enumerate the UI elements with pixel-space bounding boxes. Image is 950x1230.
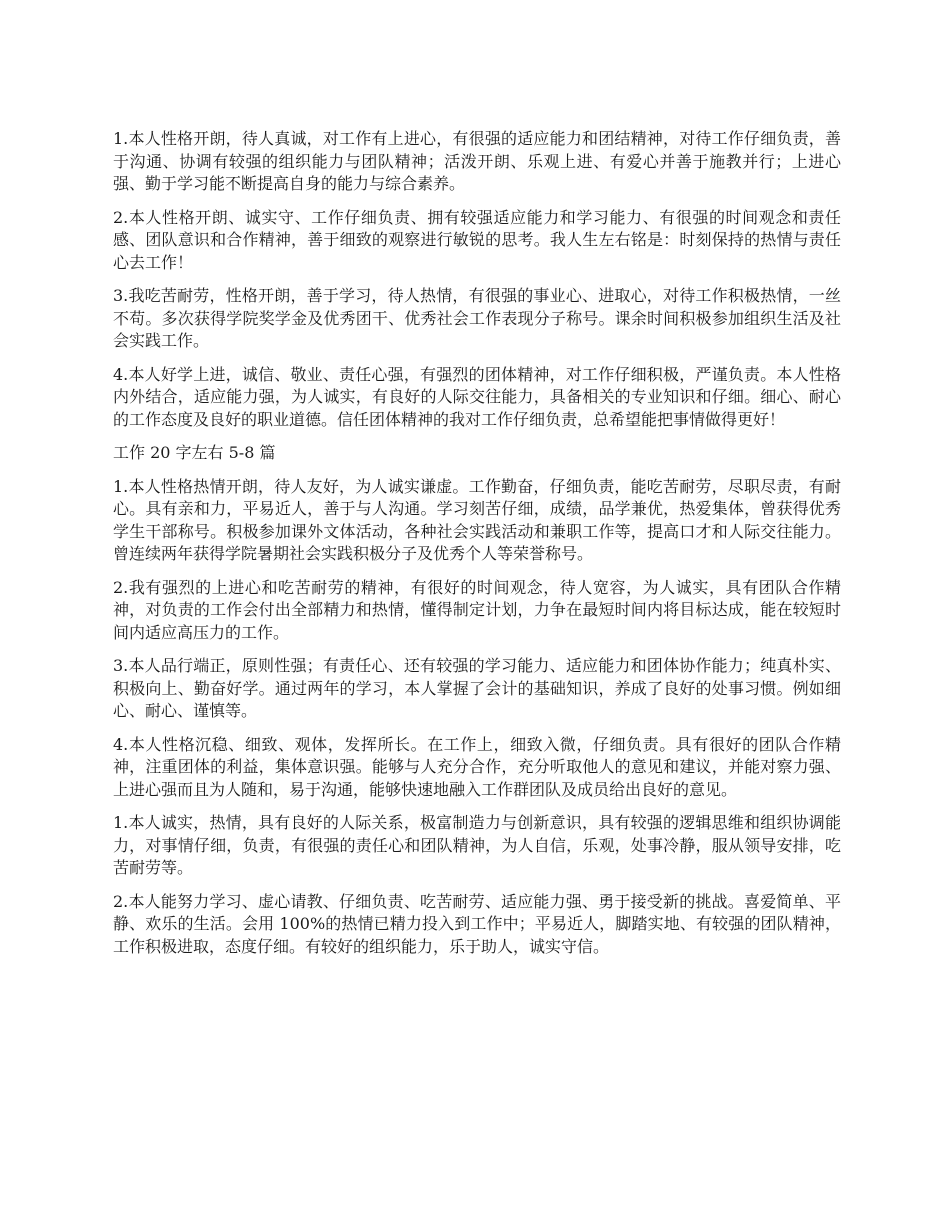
section-heading: 工作 20 字左右 5-8 篇 — [113, 443, 276, 462]
document-body — [113, 128, 841, 969]
paragraph-9: 1.本人诚实，热情，具有良好的人际关系，极富制造力与创新意识，具有较强的逻辑思维和组织协调能力，对事情仔细，负责，有很强的责任心和团队精神，为人自信，乐观，处事冷静，服从领导安排，吃苦耐劳等。 — [113, 813, 841, 877]
paragraph-8: 4.本人性格沉稳、细致、观体，发挥所长。在工作上，细致入微，仔细负责。具有很好的团队合作精神，注重团体的利益，集体意识强。能够与人充分合作，充分听取他人的意见和建议，并能对察力强、上进心强而且为人随和，易于沟通，能够快速地融入工作群团队及成员给出良好的意见。 — [113, 734, 841, 799]
paragraph-1: 1.本人性格开朗，待人真诚，对工作有上进心，有很强的适应能力和团结精神，对待工作仔细负责，善于沟通、协调有较强的组织能力与团队精神；活泼开朗、乐观上进、有爱心并善于施教并行；上进心强、勤于学习能不断提高自身的能力与综合素养。 — [113, 129, 841, 193]
paragraph-3: 3.我吃苦耐劳，性格开朗，善于学习，待人热情，有很强的事业心、进取心，对待工作积极热情，一丝不苟。多次获得学院奖学金及优秀团干、优秀社会工作表现分子称号。课余时间积极参加组织生活及社会实践工作。 — [113, 286, 841, 350]
paragraph-2: 2.本人性格开朗、诚实守、工作仔细负责、拥有较强适应能力和学习能力、有很强的时间观念和责任感、团队意识和合作精神，善于细致的观察进行敏锐的思考。我人生左右铭是：时刻保持的热情与责任心去工作！ — [113, 207, 841, 272]
paragraph-6: 2.我有强烈的上进心和吃苦耐劳的精神，有很好的时间观念，待人宽容，为人诚实，具有团队合作精神，对负责的工作会付出全部精力和热情，懂得制定计划，力争在最短时间内将目标达成，能在较短时间内适应高压力的工作。 — [113, 577, 841, 642]
paragraph-5: 1.本人性格热情开朗，待人友好，为人诚实谦虚。工作勤奋，仔细负责，能吃苦耐劳，尽职尽责，有耐心。具有亲和力，平易近人，善于与人沟通。学习刻苦仔细，成绩，品学兼优，热爱集体，曾获得优秀学生干部称号。积极参加课外文体活动，各种社会实践活动和兼职工作等，提高口才和人际交往能力。曾连续两年获得学院暑期社会实践积极分子及优秀个人等荣誉称号。 — [113, 476, 841, 563]
paragraph-4: 4.本人好学上进，诚信、敬业、责任心强，有强烈的团体精神，对工作仔细积极，严谨负责。本人性格内外结合，适应能力强，为人诚实，有良好的人际交往能力，具备相关的专业知识和仔细。细心、耐心的工作态度及良好的职业道德。信任团体精神的我对工作仔细负责，总希望能把事情做得更好！ — [113, 364, 841, 429]
paragraph-7: 3.本人品行端正，原则性强；有责任心、还有较强的学习能力、适应能力和团体协作能力；纯真朴实、积极向上、勤奋好学。通过两年的学习，本人掌握了会计的基础知识，养成了良好的处事习惯。例如细心、耐心、谨慎等。 — [113, 656, 841, 720]
paragraph-10: 2.本人能努力学习、虚心请教、仔细负责、吃苦耐劳、适应能力强、勇于接受新的挑战。喜爱简单、平静、欢乐的生活。会用 100%的热情已精力投入到工作中；平易近人，脚踏实地、有较强的团队精神，工作积极进取，态度仔细。有较好的组织能力，乐于助人，诚实守信。 — [113, 891, 841, 956]
